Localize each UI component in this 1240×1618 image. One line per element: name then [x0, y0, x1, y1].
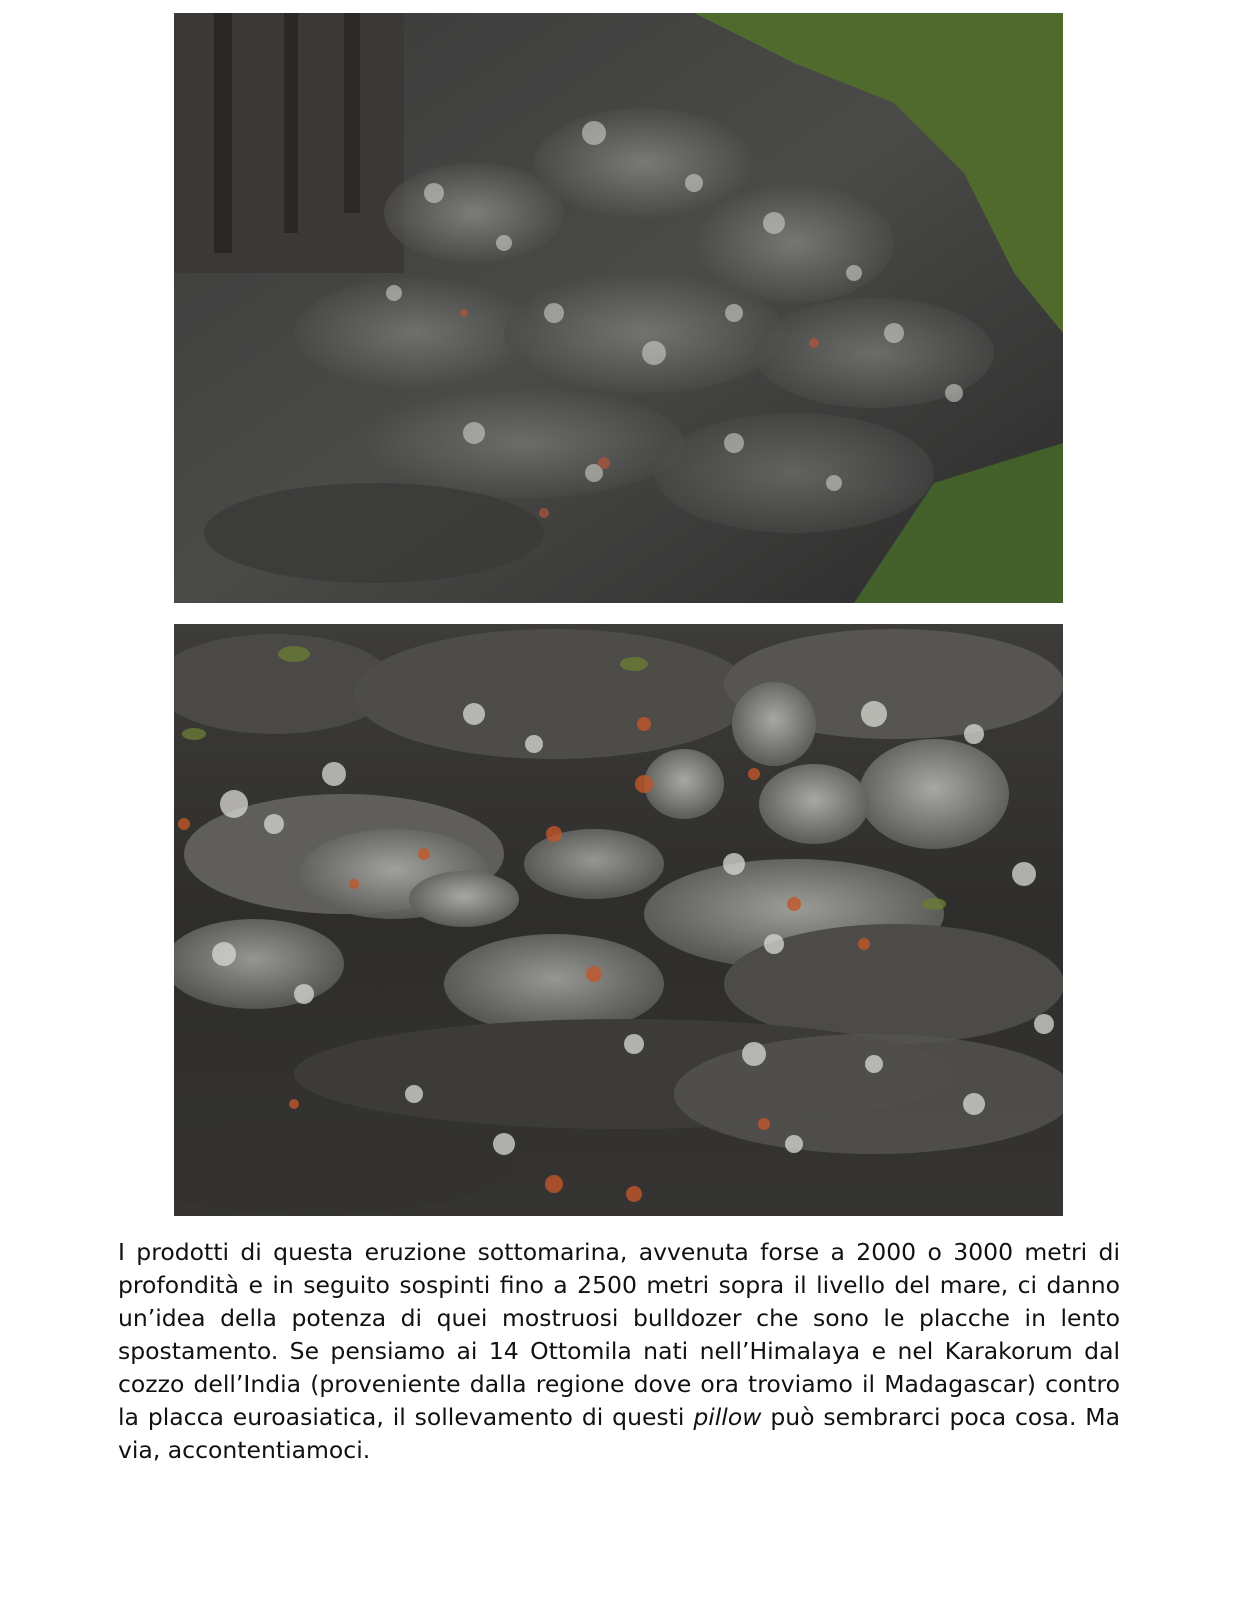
caption-italic-word: pillow	[693, 1403, 762, 1431]
caption-text-end: può sembrarci poca cosa. Ma via, accontentiamoci.	[118, 1403, 1120, 1464]
rock-outcrop-photo	[174, 13, 1063, 603]
rock-outcrop-image	[174, 13, 1063, 603]
caption-text-start: I prodotti di questa eruzione sottomarina, avvenuta forse a 2000 o 3000 metri di profondità e in seguito sospinti fino a 2500 metri sopra il livello del mare, ci danno un’idea della potenza di quei mostruosi bulldozer che sono le placche in lento spostamento. Se pensiamo ai 14 Ottomila nati nell’Himalaya e nel Karakorum dal cozzo dell’India (proveniente dalla regione dove ora troviamo il Madagascar) contro la placca euroasiatica, il sollevamento di questi	[118, 1238, 1120, 1431]
lichen-pillow-lava-image	[174, 624, 1063, 1216]
lichen-pillow-lava-photo	[174, 624, 1063, 1216]
caption-paragraph	[118, 1236, 1120, 1467]
